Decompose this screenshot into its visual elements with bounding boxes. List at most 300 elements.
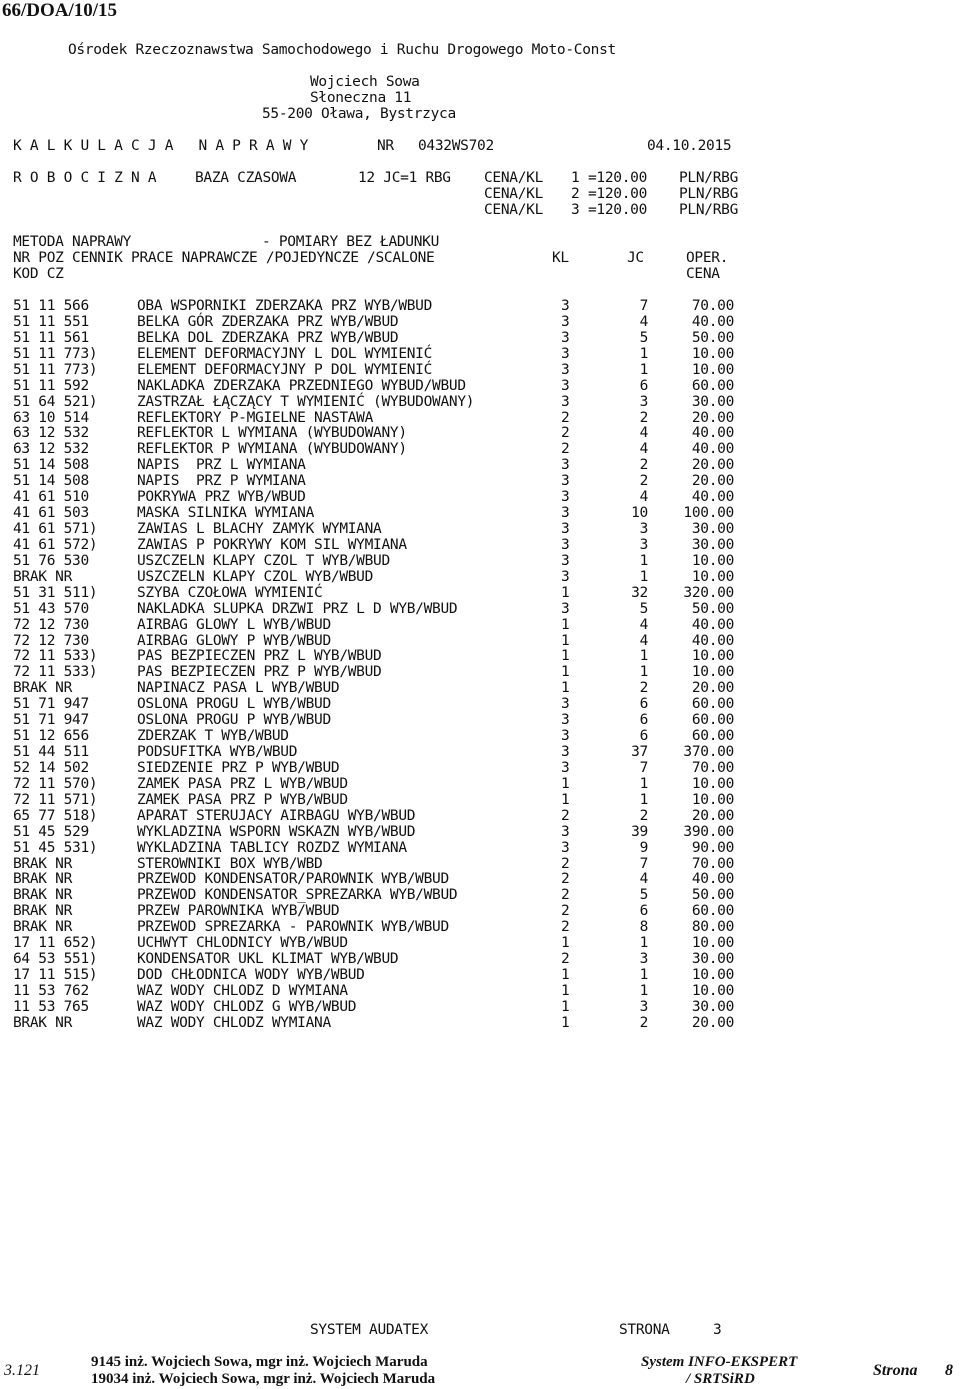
table-row — [0, 378, 960, 394]
labour-class: 3 — [561, 696, 570, 713]
table-row — [0, 521, 960, 537]
time-units: 1 — [639, 967, 648, 984]
time-units: 6 — [639, 712, 648, 729]
operation-price: 20.00 — [691, 457, 734, 474]
part-code: 63 10 514 — [13, 409, 89, 426]
labour-class: 1 — [561, 584, 570, 601]
part-code: 51 76 530 — [13, 552, 89, 569]
time-units: 6 — [639, 728, 648, 745]
part-code: 51 14 508 — [13, 457, 89, 474]
labour-class: 2 — [561, 441, 570, 458]
labour-class: 1 — [561, 982, 570, 999]
operation-description: NAPIS PRZ L WYMIANA — [137, 457, 306, 474]
part-code: 72 11 571) — [13, 791, 98, 808]
table-row — [0, 298, 960, 314]
table-row — [0, 330, 960, 346]
table-row — [0, 585, 960, 601]
labour-class: 3 — [561, 728, 570, 745]
time-units: 1 — [639, 791, 648, 808]
time-units: 4 — [639, 425, 648, 442]
labour-class: 3 — [561, 600, 570, 617]
table-row — [0, 314, 960, 330]
operation-price: 10.00 — [691, 982, 734, 999]
calc-date: 04.10.2015 — [647, 138, 732, 154]
calc-number: 0432WS702 — [418, 138, 494, 154]
time-units: 1 — [639, 345, 648, 362]
part-code: 41 61 572) — [13, 536, 98, 553]
part-code: 51 12 656 — [13, 728, 89, 745]
operation-price: 90.00 — [691, 839, 734, 856]
operation-description: USZCZELN KLAPY CZOL WYB/WBUD — [137, 568, 374, 585]
operation-price: 40.00 — [691, 489, 734, 506]
table-header-kl: KL — [552, 250, 569, 266]
time-units: 4 — [639, 441, 648, 458]
time-units: 37 — [631, 744, 648, 761]
part-code: 51 11 773) — [13, 345, 98, 362]
table-row — [0, 712, 960, 728]
part-code: 51 44 511 — [13, 744, 89, 761]
labour-class: 3 — [561, 345, 570, 362]
time-units: 3 — [639, 521, 648, 538]
time-units: 39 — [631, 823, 648, 840]
time-units: 1 — [639, 664, 648, 681]
labour-class: 2 — [561, 951, 570, 968]
time-units: 1 — [639, 982, 648, 999]
labour-cat-unit: PLN/RBG — [679, 202, 739, 218]
person-name: Wojciech Sowa — [310, 74, 420, 90]
time-units: 5 — [639, 600, 648, 617]
table-row — [0, 537, 960, 553]
operation-price: 390.00 — [683, 823, 734, 840]
part-code: 41 61 503 — [13, 505, 89, 522]
table-row — [0, 824, 960, 840]
operation-price: 20.00 — [691, 409, 734, 426]
part-code: 11 53 765 — [13, 998, 89, 1015]
labour-class: 3 — [561, 505, 570, 522]
table-row — [0, 999, 960, 1015]
operation-description: OSLONA PROGU P WYB/WBUD — [137, 712, 331, 729]
part-code: BRAK NR — [13, 919, 73, 936]
street-address: Słoneczna 11 — [310, 90, 412, 106]
operation-price: 30.00 — [691, 951, 734, 968]
labour-class: 1 — [561, 616, 570, 633]
time-units: 5 — [639, 887, 648, 904]
operation-price: 40.00 — [691, 425, 734, 442]
operation-price: 70.00 — [691, 298, 734, 314]
operation-description: DOD CHŁODNICA WODY WYB/WBUD — [137, 967, 365, 984]
operation-description: SZYBA CZOŁOWA WYMIENIĆ — [137, 584, 323, 601]
part-code: 64 53 551) — [13, 951, 98, 968]
operation-price: 40.00 — [691, 616, 734, 633]
operation-description: WYKLADZINA TABLICY ROZDZ WYMIANA — [137, 839, 407, 856]
part-code: 11 53 762 — [13, 982, 89, 999]
part-code: 41 61 510 — [13, 489, 89, 506]
labour-class: 2 — [561, 425, 570, 442]
operation-description: PRZEW PAROWNIKA WYB/WBUD — [137, 903, 340, 920]
time-units: 6 — [639, 903, 648, 920]
labour-class: 3 — [561, 313, 570, 330]
operation-description: POKRYWA PRZ WYB/WBUD — [137, 489, 306, 506]
part-code: 51 11 592 — [13, 377, 89, 394]
operation-price: 20.00 — [691, 680, 734, 697]
labour-class: 3 — [561, 759, 570, 776]
operation-price: 10.00 — [691, 791, 734, 808]
table-row — [0, 856, 960, 872]
table-row — [0, 808, 960, 824]
calc-nr-label: NR — [377, 138, 394, 154]
time-units: 2 — [639, 1014, 648, 1031]
time-units: 3 — [639, 998, 648, 1015]
labour-class: 3 — [561, 298, 570, 314]
table-row — [0, 871, 960, 887]
labour-class: 2 — [561, 807, 570, 824]
part-code: 51 71 947 — [13, 696, 89, 713]
operation-description: OSLONA PROGU L WYB/WBUD — [137, 696, 331, 713]
table-row — [0, 919, 960, 935]
labour-cat-label: CENA/KL — [484, 186, 544, 202]
labour-cat-kl: 3 — [571, 202, 580, 218]
operation-price: 60.00 — [691, 903, 734, 920]
labour-class: 3 — [561, 839, 570, 856]
time-units: 1 — [639, 568, 648, 585]
part-code: 41 61 571) — [13, 521, 98, 538]
labour-label: R O B O C I Z N A — [13, 170, 157, 186]
strona-value: 3 — [713, 1322, 722, 1338]
operation-description: ZAWIAS P POKRYWY KOM SIL WYMIANA — [137, 536, 407, 553]
operation-price: 370.00 — [683, 744, 734, 761]
operation-description: ZAMEK PASA PRZ L WYB/WBUD — [137, 775, 348, 792]
table-row — [0, 664, 960, 680]
labour-cat-price: =120.00 — [588, 186, 648, 202]
strona-label: STRONA — [619, 1322, 670, 1338]
labour-cat-label: CENA/KL — [484, 170, 544, 186]
part-code: 51 11 566 — [13, 298, 89, 314]
operation-price: 50.00 — [691, 329, 734, 346]
operation-description: PRZEWOD KONDENSATOR_SPREZARKA WYB/WBUD — [137, 887, 458, 904]
labour-cat-kl: 2 — [571, 186, 580, 202]
operation-description: WAZ WODY CHLODZ WYMIANA — [137, 1014, 331, 1031]
labour-class: 1 — [561, 664, 570, 681]
labour-class: 1 — [561, 648, 570, 665]
labour-class: 1 — [561, 935, 570, 952]
labour-class: 3 — [561, 377, 570, 394]
table-row — [0, 760, 960, 776]
table-row — [0, 457, 960, 473]
part-code: 72 11 533) — [13, 664, 98, 681]
table-row — [0, 648, 960, 664]
time-units: 4 — [639, 871, 648, 888]
time-units: 2 — [639, 473, 648, 490]
table-row — [0, 840, 960, 856]
table-row — [0, 680, 960, 696]
labour-class: 2 — [561, 855, 570, 872]
operation-description: NAKLADKA SLUPKA DRZWI PRZ L D WYB/WBUD — [137, 600, 458, 617]
labour-class: 1 — [561, 775, 570, 792]
labour-class: 2 — [561, 903, 570, 920]
time-units: 8 — [639, 919, 648, 936]
time-units: 9 — [639, 839, 648, 856]
labour-class: 2 — [561, 887, 570, 904]
part-code: BRAK NR — [13, 855, 73, 872]
operation-description: APARAT STERUJACY AIRBAGU WYB/WBUD — [137, 807, 416, 824]
operation-description: REFLEKTOR P WYMIANA (WYBUDOWANY) — [137, 441, 407, 458]
labour-class: 3 — [561, 536, 570, 553]
calc-title: K A L K U L A C J A N A P R A W Y — [13, 138, 309, 154]
operation-price: 40.00 — [691, 441, 734, 458]
labour-class: 3 — [561, 552, 570, 569]
time-units: 3 — [639, 951, 648, 968]
table-row — [0, 617, 960, 633]
operation-description: ZDERZAK T WYB/WBUD — [137, 728, 289, 745]
labour-class: 3 — [561, 489, 570, 506]
operation-price: 20.00 — [691, 473, 734, 490]
part-code: BRAK NR — [13, 568, 73, 585]
time-units: 6 — [639, 377, 648, 394]
labour-class: 2 — [561, 871, 570, 888]
labour-class: 1 — [561, 1014, 570, 1031]
operation-description: PAS BEZPIECZEN PRZ P WYB/WBUD — [137, 664, 382, 681]
labour-class: 3 — [561, 473, 570, 490]
operation-price: 30.00 — [691, 393, 734, 410]
operation-description: REFLEKTOR L WYMIANA (WYBUDOWANY) — [137, 425, 407, 442]
part-code: 51 14 508 — [13, 473, 89, 490]
table-row — [0, 425, 960, 441]
labour-class: 3 — [561, 744, 570, 761]
operation-price: 40.00 — [691, 632, 734, 649]
operation-description: AIRBAG GLOWY L WYB/WBUD — [137, 616, 331, 633]
operation-price: 10.00 — [691, 345, 734, 362]
part-code: 51 11 561 — [13, 329, 89, 346]
expert-line-1: 9145 inż. Wojciech Sowa, mgr inż. Wojciech Maruda — [91, 1354, 428, 1370]
part-code: 72 12 730 — [13, 616, 89, 633]
operation-description: OBA WSPORNIKI ZDERZAKA PRZ WYB/WBUD — [137, 298, 433, 314]
operation-price: 30.00 — [691, 998, 734, 1015]
operation-price: 80.00 — [691, 919, 734, 936]
time-units: 7 — [639, 298, 648, 314]
operation-description: PODSUFITKA WYB/WBUD — [137, 744, 298, 761]
table-row — [0, 951, 960, 967]
time-units: 5 — [639, 329, 648, 346]
table-row — [0, 410, 960, 426]
operation-price: 60.00 — [691, 712, 734, 729]
part-code: 51 31 511) — [13, 584, 98, 601]
operation-price: 40.00 — [691, 313, 734, 330]
operation-description: ZAMEK PASA PRZ P WYB/WBUD — [137, 791, 348, 808]
operation-price: 10.00 — [691, 648, 734, 665]
part-code: 72 12 730 — [13, 632, 89, 649]
table-row — [0, 505, 960, 521]
operation-price: 40.00 — [691, 871, 734, 888]
time-units: 32 — [631, 584, 648, 601]
table-row — [0, 633, 960, 649]
table-row — [0, 967, 960, 983]
operation-description: ZASTRZAŁ ŁĄCZĄCY T WYMIENIĆ (WYBUDOWANY) — [137, 393, 475, 410]
operation-price: 20.00 — [691, 1014, 734, 1031]
operation-description: NAPIS PRZ P WYMIANA — [137, 473, 306, 490]
part-code: 63 12 532 — [13, 441, 89, 458]
time-units: 1 — [639, 935, 648, 952]
labour-rate: 12 JC=1 RBG — [358, 170, 451, 186]
labour-class: 1 — [561, 791, 570, 808]
time-units: 1 — [639, 361, 648, 378]
time-units: 1 — [639, 552, 648, 569]
labour-cat-unit: PLN/RBG — [679, 186, 739, 202]
part-code: BRAK NR — [13, 871, 73, 888]
system-name-1: System INFO-EKSPERT — [641, 1354, 798, 1370]
part-code: BRAK NR — [13, 680, 73, 697]
operation-description: STEROWNIKI BOX WYB/WBD — [137, 855, 323, 872]
table-row — [0, 792, 960, 808]
part-code: 72 11 533) — [13, 648, 98, 665]
part-code: 51 45 531) — [13, 839, 98, 856]
city-address: 55-200 Oława, Bystrzyca — [262, 106, 456, 122]
part-code: 51 43 570 — [13, 600, 89, 617]
part-code: 52 14 502 — [13, 759, 89, 776]
operation-price: 50.00 — [691, 600, 734, 617]
table-header-kod: KOD CZ — [13, 266, 64, 282]
labour-class: 3 — [561, 568, 570, 585]
labour-cat-price: =120.00 — [588, 170, 648, 186]
part-code: BRAK NR — [13, 1014, 73, 1031]
labour-cat-kl: 1 — [571, 170, 580, 186]
time-units: 4 — [639, 616, 648, 633]
time-units: 2 — [639, 457, 648, 474]
operation-description: PRZEWOD KONDENSATOR/PAROWNIK WYB/WBUD — [137, 871, 449, 888]
operation-price: 100.00 — [683, 505, 734, 522]
time-units: 7 — [639, 759, 648, 776]
operation-description: WYKLADZINA WSPORN WSKAZN WYB/WBUD — [137, 823, 416, 840]
time-units: 3 — [639, 536, 648, 553]
table-row — [0, 346, 960, 362]
table-row — [0, 473, 960, 489]
operation-description: MASKA SILNIKA WYMIANA — [137, 505, 315, 522]
operation-price: 50.00 — [691, 887, 734, 904]
bottom-strona-label: Strona — [873, 1362, 918, 1379]
table-row — [0, 362, 960, 378]
operation-description: ELEMENT DEFORMACYJNY L DOL WYMIENIĆ — [137, 345, 433, 362]
part-code: BRAK NR — [13, 903, 73, 920]
operation-price: 30.00 — [691, 536, 734, 553]
labour-class: 2 — [561, 409, 570, 426]
version-number: 3.121 — [4, 1362, 40, 1379]
table-row — [0, 983, 960, 999]
bottom-strona-value: 8 — [945, 1362, 953, 1379]
table-row — [0, 394, 960, 410]
operation-description: AIRBAG GLOWY P WYB/WBUD — [137, 632, 331, 649]
operation-price: 60.00 — [691, 696, 734, 713]
operation-price: 70.00 — [691, 855, 734, 872]
operation-description: PRZEWOD SPREZARKA - PAROWNIK WYB/WBUD — [137, 919, 449, 936]
table-row — [0, 887, 960, 903]
operation-description: WAZ WODY CHLODZ D WYMIANA — [137, 982, 348, 999]
expert-line-2: 19034 inż. Wojciech Sowa, mgr inż. Wojciech Maruda — [91, 1371, 436, 1387]
operation-price: 30.00 — [691, 521, 734, 538]
time-units: 4 — [639, 313, 648, 330]
labour-class: 1 — [561, 967, 570, 984]
operation-description: WAZ WODY CHLODZ G WYB/WBUD — [137, 998, 357, 1015]
operation-price: 20.00 — [691, 807, 734, 824]
operation-price: 320.00 — [683, 584, 734, 601]
time-units: 2 — [639, 807, 648, 824]
table-header-jc: JC — [627, 250, 644, 266]
labour-class: 3 — [561, 393, 570, 410]
table-row — [0, 935, 960, 951]
labour-base: BAZA CZASOWA — [195, 170, 297, 186]
labour-cat-label: CENA/KL — [484, 202, 544, 218]
table-row — [0, 601, 960, 617]
labour-class: 3 — [561, 712, 570, 729]
table-row — [0, 489, 960, 505]
time-units: 1 — [639, 648, 648, 665]
operation-price: 10.00 — [691, 935, 734, 952]
operation-description: SIEDZENIE PRZ P WYB/WBUD — [137, 759, 340, 776]
labour-class: 3 — [561, 823, 570, 840]
time-units: 2 — [639, 409, 648, 426]
part-code: 51 71 947 — [13, 712, 89, 729]
part-code: 72 11 570) — [13, 775, 98, 792]
labour-cat-unit: PLN/RBG — [679, 170, 739, 186]
operation-description: KONDENSATOR UKL KLIMAT WYB/WBUD — [137, 951, 399, 968]
table-row — [0, 903, 960, 919]
system-label: SYSTEM AUDATEX — [310, 1322, 429, 1338]
table-header-oper: OPER. — [686, 250, 729, 266]
operation-description: UCHWYT CHLODNICY WYB/WBUD — [137, 935, 348, 952]
labour-class: 3 — [561, 521, 570, 538]
part-code: BRAK NR — [13, 887, 73, 904]
table-row — [0, 744, 960, 760]
part-code: 51 11 551 — [13, 313, 89, 330]
time-units: 2 — [639, 680, 648, 697]
table-row — [0, 569, 960, 585]
operation-description: ELEMENT DEFORMACYJNY P DOL WYMIENIĆ — [137, 361, 433, 378]
operation-price: 70.00 — [691, 759, 734, 776]
operation-price: 10.00 — [691, 664, 734, 681]
table-header-left: NR POZ CENNIK PRACE NAPRAWCZE /POJEDYNCZE /SCALONE — [13, 250, 435, 266]
table-row — [0, 776, 960, 792]
operation-price: 10.00 — [691, 361, 734, 378]
labour-class: 1 — [561, 680, 570, 697]
document-id: 66/DOA/10/15 — [2, 0, 118, 21]
operation-description: REFLEKTORY P-MGIELNE NASTAWA — [137, 409, 374, 426]
labour-class: 2 — [561, 919, 570, 936]
time-units: 6 — [639, 696, 648, 713]
method-label: METODA NAPRAWY — [13, 234, 132, 250]
time-units: 3 — [639, 393, 648, 410]
method-value: - POMIARY BEZ ŁADUNKU — [262, 234, 440, 250]
system-name-2: / SRTSiRD — [686, 1371, 755, 1387]
labour-cat-price: =120.00 — [588, 202, 648, 218]
operation-price: 60.00 — [691, 728, 734, 745]
table-row — [0, 728, 960, 744]
time-units: 7 — [639, 855, 648, 872]
operation-description: USZCZELN KLAPY CZOL T WYB/WBUD — [137, 552, 390, 569]
operation-price: 60.00 — [691, 377, 734, 394]
table-row — [0, 696, 960, 712]
time-units: 4 — [639, 632, 648, 649]
labour-class: 3 — [561, 329, 570, 346]
operation-description: PAS BEZPIECZEN PRZ L WYB/WBUD — [137, 648, 382, 665]
company-name: Ośrodek Rzeczoznawstwa Samochodowego i Ruchu Drogowego Moto-Const — [68, 42, 616, 58]
time-units: 10 — [631, 505, 648, 522]
time-units: 1 — [639, 775, 648, 792]
table-header-cena: CENA — [686, 266, 720, 282]
time-units: 4 — [639, 489, 648, 506]
part-code: 51 64 521) — [13, 393, 98, 410]
table-row — [0, 553, 960, 569]
labour-class: 3 — [561, 457, 570, 474]
operation-description: NAPINACZ PASA L WYB/WBUD — [137, 680, 340, 697]
operation-price: 10.00 — [691, 967, 734, 984]
